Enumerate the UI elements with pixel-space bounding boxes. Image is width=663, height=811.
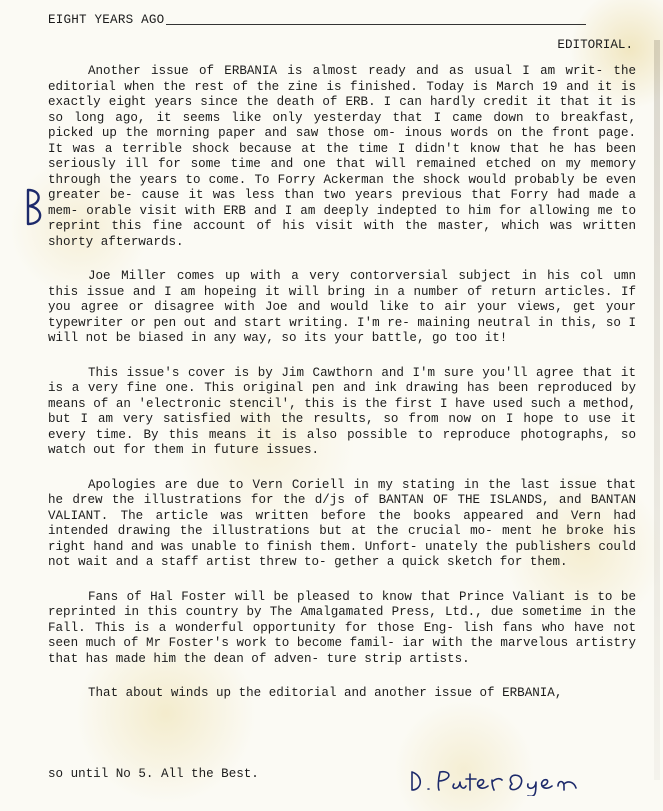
handwritten-mark xyxy=(22,186,46,230)
page-edge-shadow xyxy=(654,40,660,780)
header-title: EIGHT YEARS AGO xyxy=(48,13,165,27)
paragraph: Fans of Hal Foster will be pleased to know that Prince Valiant is to be reprinted in this country by The Amalgamated Press, Ltd., due sometime in the Fall. This is a wonderful opportunity for those Eng- lish fans who have not seen much of Mr Foster's work to become famil- iar with the marvelous artistry that has made him the dean of adven- ture strip artists. xyxy=(48,589,636,666)
handwritten-signature xyxy=(408,764,588,796)
page-header xyxy=(48,13,586,27)
paragraph: Apologies are due to Vern Coriell in my stating in the last issue that he drew the illustrations for the d/js of BANTAN OF THE ISLANDS, and BANTAN VALIANT. The article was written before the books appeared and Vern had intended drawing the illustrations but at the crucial mo- ment he broke his right hand and was unable to finish them. Unfort- unately the publishers could not wait and a staff artist threw to- gether a quick sketch for them. xyxy=(48,477,636,569)
paragraph: Another issue of ERBANIA is almost ready and as usual I am writ- the editorial when the rest of the zine is finished. Today is March 19 and it is exactly eight years since the death of ERB. I can hardly credit it that it is so long ago, it seems like only yesterday that I came down to breakfast, picked up the morning paper and saw those om- inous words on the front page. It was a terrible shock because at the time I didn't know that he has been seriously ill for some time and one that will remained etched on my memory through the years to come. To Forry Ackerman the shock would probably be even greater be- cause it was less than two years previous that Forry had made a mem- orable visit with ERB and I am deeply indepted to him for allowing me to reprint this fine account of his visit with the master, which was written shorty afterwards. xyxy=(48,64,636,249)
paragraph: That about winds up the editorial and another issue of ERBANIA, xyxy=(88,686,563,700)
paragraph: This issue's cover is by Jim Cawthorn and I'm sure you'll agree that it is a very fine one. This original pen and ink drawing has been reproduced by means of an 'electronic stencil', this is the first I have used such a method, but I am very satisfied with the results, so from now on I hope to use it every time. By this means it is also possible to reproduce photographs, so watch out for them in future issues. xyxy=(48,365,636,457)
paragraph: Joe Miller comes up with a very contorversial subject in his col umn this issue and I am hopeing it will bring in a number of return articles. If you agree or disagree with Joe and would like to air your views, get your typewriter or pen out and start writing. I'm re- maining neutral in this, so I will not be biased in any way, so its your battle, go too it! xyxy=(48,269,636,345)
editorial-body xyxy=(48,64,636,702)
signoff-line: so until No 5. All the Best. xyxy=(48,767,259,781)
section-label: EDITORIAL. xyxy=(557,38,633,52)
header-underline xyxy=(166,24,586,25)
